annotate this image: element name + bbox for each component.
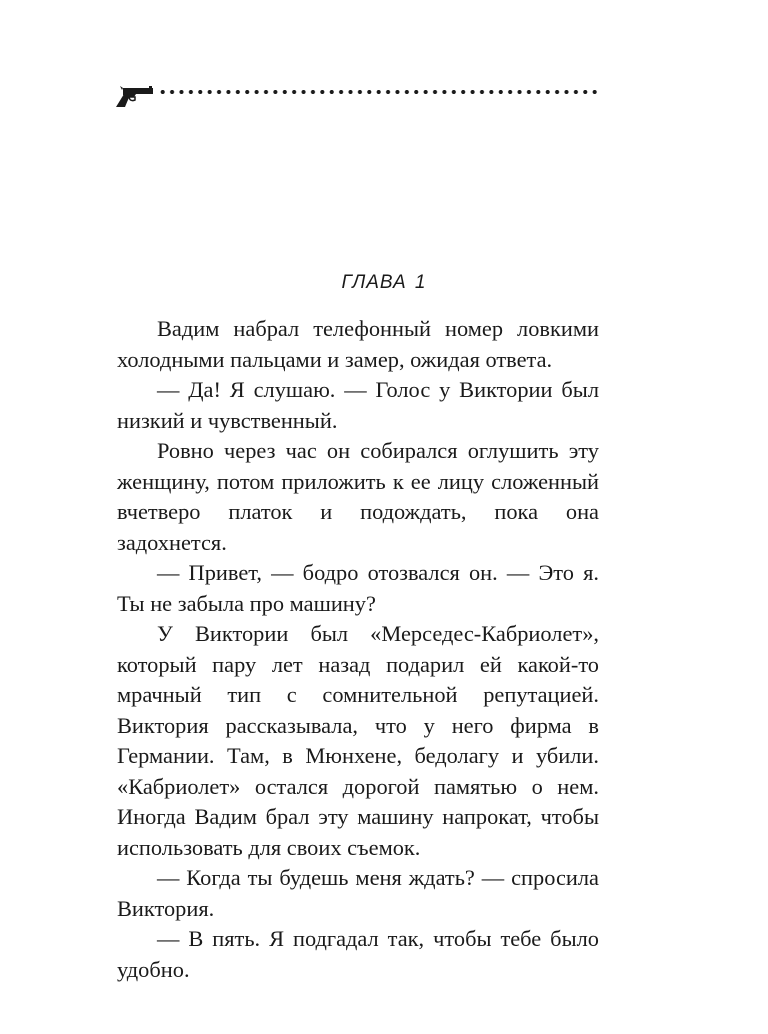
paragraph: — Привет, — бодро отозвался он. — Это я. Ты не забыла про машину?	[117, 560, 599, 616]
paragraph: У Виктории был «Мерседес-Кабриолет», который пару лет назад подарил ей какой-то мрачный тип с сомнительной репутацией. Виктория рассказывала, что у него фирма в Германии. Там, в Мюнхене, бедолагу и убили. «Кабриолет» остался дорогой памятью о нем. Иногда Вадим брал эту машину напрокат, чтобы использовать для своих съемок.	[117, 621, 599, 860]
paragraph: Вадим набрал телефонный номер ловкими холодными пальцами и замер, ожидая ответа.	[117, 316, 599, 372]
dotted-rule	[158, 89, 598, 95]
paragraph: Ровно через час он собирался оглушить эту женщину, потом приложить к ее лицу сложенный вчетверо платок и подождать, пока она задохнется.	[117, 438, 599, 555]
header-ornament	[112, 86, 602, 108]
paragraph: — Когда ты будешь меня ждать? — спросила Виктория.	[117, 865, 599, 921]
paragraph: — Да! Я слушаю. — Голос у Виктории был низкий и чувственный.	[117, 377, 599, 433]
revolver-icon	[112, 86, 154, 108]
chapter-title: ГЛАВА 1	[341, 272, 427, 293]
paragraph: — В пять. Я подгадал так, чтобы тебе было удобно.	[117, 926, 599, 982]
chapter-body	[117, 314, 599, 985]
